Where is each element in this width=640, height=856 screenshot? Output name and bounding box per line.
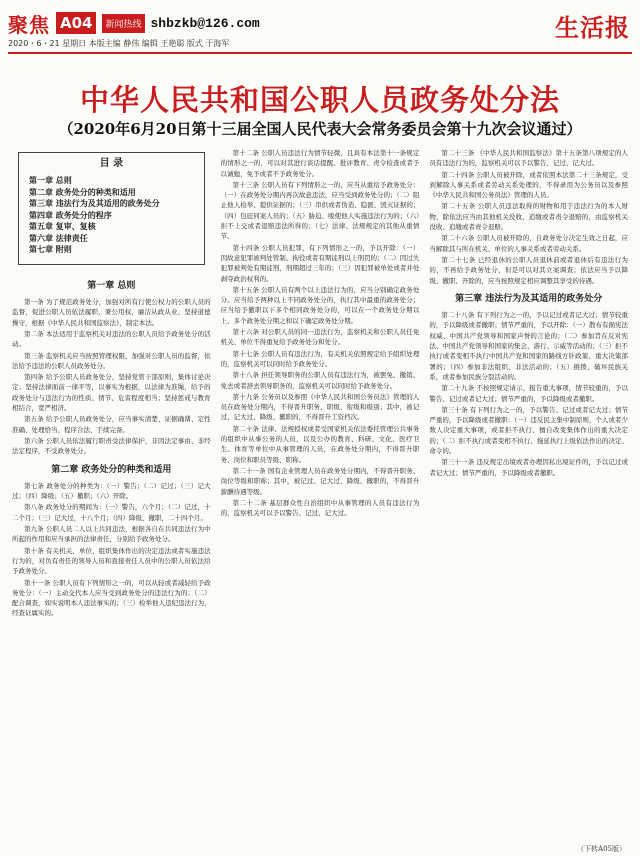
- toc-item[interactable]: 第一章 总则: [29, 175, 72, 186]
- article-paragraph: 第二十二条 基层群众性自治组织中从事管理的人员有违法行为的，监察机关可以予以警告、记过、记大过。: [220, 498, 420, 518]
- toc-item[interactable]: 第二章 政务处分的种类和适用: [29, 186, 136, 197]
- column-1: [12, 148, 211, 846]
- hotline-badge: 新闻热线: [102, 14, 144, 33]
- page-number: A04: [56, 12, 96, 34]
- article-columns: [12, 148, 628, 846]
- article-paragraph: 第十七条 公职人员有违法行为，有关机关依照规定给予组织处理的，监察机关可以同时给予政务处分。: [220, 349, 420, 368]
- article-paragraph: 第十一条 公职人员有下列情形之一的，可以从轻或者减轻给予政务处分：（一）主动交代本人应当受到政务处分的违法行为的；（二）配合调查，如实说明本人违法事实的；（三）检举他人违纪违法行为，经查证属实的。: [12, 578, 211, 618]
- article-paragraph: 第二条 本法适用于监察机关对违法的公职人员给予政务处分的活动。: [12, 329, 211, 349]
- chapter-heading: 第一章 总则: [87, 280, 136, 291]
- article-paragraph: 第十四条 公职人员犯罪，有下列情形之一的，予以开除：（一）因故意犯罪被判处管制、拘役或者有期徒刑以上刑罚的；（二）因过失犯罪被判处有期徒刑，刑期超过三年的；（三）因犯罪被单处或者并处剥夺政治权利的。: [220, 243, 420, 283]
- article-paragraph: 第三十一条 违反规定出境或者办理因私出境证件的，予以记过或者记大过；情节严重的，予以降级或者撤职。: [429, 458, 629, 477]
- issue-meta: 2020・6・21 星期日 本版主编 静伟 编辑 王艳聪 版式 于海军: [8, 39, 230, 48]
- masthead: [8, 8, 632, 54]
- article-paragraph: 第二十九条 不按照规定请示、报告重大事项，情节较重的，予以警告、记过或者记大过；情节严重的，予以降级或者撤职。: [429, 384, 629, 403]
- continued-note: （下转A05版）: [577, 845, 626, 853]
- article-paragraph: 第二十七条 已经退休的公职人员退休前或者退休后有违法行为的，不再给予政务处分，但是可以对其立案调查；依法应当予以降级、撤职、开除的，应当按照规定相应调整其享受的待遇。: [429, 255, 629, 285]
- article-paragraph: 第二十条 法律、法规授权或者受国家机关依法委托管理公共事务的组织中从事公务的人员，以及公办的教育、科研、文化、医疗卫生、体育等单位中从事管理的人员，在政务处分期内，不得晋升职务、岗位和职员等级、职称。: [220, 424, 420, 464]
- page-subheadline: （2020年6月20日第十三届全国人民代表大会常务委员会第十九次会议通过）: [58, 120, 582, 138]
- toc-item[interactable]: 第七章 附则: [29, 244, 72, 255]
- article-paragraph: 第二十八条 有下列行为之一的，予以记过或者记大过；情节较重的，予以降级或者撤职；情节严重的，予以开除：（一）散布有损宪法权威、中国共产党领导和国家声誉的言论的；（二）参加旨在反对宪法、中国共产党领导和国家的集会、游行、示威等活动的；（三）拒不执行或者变相不执行中国共产党和国家的路线方针政策、重大决策部署的；（四）参加非法组织、非法活动的；（五）挑拨、破坏民族关系，或者参加民族分裂活动的。: [429, 311, 629, 381]
- article-paragraph: 第九条 公职人员二人以上共同违法，根据各自在共同违法行为中所起的作用和应当承担的法律责任，分别给予政务处分。: [12, 525, 211, 544]
- toc-item[interactable]: 第五章 复审、复核: [29, 221, 96, 232]
- newspaper-logo: 生活报: [555, 13, 630, 42]
- article-paragraph: 第十五条 公职人员有两个以上违法行为的，应当分别确定政务处分。应当给予两种以上不同政务处分的，执行其中最重的政务处分；应当给予撤职以下多个相同政务处分的，可以在一个政务处分期以上、多个政务处分期之和以下确定政务处分期。: [220, 285, 420, 325]
- article-paragraph: 第二十五条 公职人员违法取得的财物和用于违法行为的本人财物，除依法应当由其他机关没收、追缴或者责令退赔的，由监察机关没收、追缴或者责令退赔。: [429, 202, 629, 232]
- article-paragraph: 第三十条 有下列行为之一的，予以警告、记过或者记大过；情节严重的，予以降级或者撤职：（一）违反民主集中制原则，个人或者少数人决定重大事项，或者拒不执行、擅自改变集体作出的重大决定的；（二）拒不执行或者变相不执行、拖延执行上级依法作出的决定、命令的。: [429, 405, 629, 456]
- article-paragraph: 第十条 有关机关、单位、组织集体作出的决定违法或者实施违法行为的，对负有责任的领导人员和直接责任人员中的公职人员依法给予政务处分。: [12, 546, 211, 576]
- article-paragraph: 第十八条 担任领导职务的公职人员有违法行为，被罢免、撤销、免去或者辞去领导职务的，监察机关可以同时给予政务处分。: [220, 371, 420, 390]
- article-paragraph: 第四条 给予公职人员政务处分，坚持党管干部原则，集体讨论决定；坚持法律面前一律平等，以事实为根据，以法律为准绳，给予的政务处分与违法行为的性质、情节、危害程度相当；坚持惩戒与教育相结合，宽严相济。: [12, 373, 211, 413]
- masthead-left: [8, 10, 260, 36]
- article-paragraph: 第六条 公职人员依法履行职责受法律保护，非因法定事由、非经法定程序，不受政务处分。: [12, 436, 211, 456]
- article-paragraph: 第三条 监察机关应当按照管理权限，加强对公职人员的监督，依法给予违法的公职人员政务处分。: [12, 351, 211, 370]
- chapter-heading: 第三章 违法行为及其适用的政务处分: [455, 293, 603, 304]
- toc-item[interactable]: 第四章 政务处分的程序: [29, 209, 112, 220]
- article-paragraph: 第八条 政务处分的期间为：（一）警告，六个月；（二）记过，十二个月；（三）记大过，十八个月；（四）降级、撤职，二十四个月。: [12, 503, 211, 522]
- article-paragraph: 第二十一条 国有企业管理人员在政务处分期内，不得晋升职务、岗位等级和职称；其中，被记过、记大过、降级、撤职的，不得晋升薪酬待遇等级。: [220, 466, 420, 496]
- article-paragraph: 第二十四条 公职人员被开除，或者依照本法第二十三条规定，受到解除人事关系或者劳动关系处理的，不得录用为公务员以及参照《中华人民共和国公务员法》管理的人员。: [429, 170, 629, 200]
- article-paragraph: 第十九条 公务员以及参照《中华人民共和国公务员法》管理的人员在政务处分期内，不得晋升职务、职级、衔级和级别；其中，被记过、记大过、降级、撤职的，不得晋升工资档次。: [220, 392, 420, 422]
- email-address[interactable]: shbzkb@126.com: [150, 15, 260, 31]
- section-title: 聚焦: [8, 12, 50, 37]
- article-paragraph: 第十三条 公职人员有下列情形之一的，应当从重给予政务处分：（一）在政务处分期内再次故意违法，应当受到政务处分的；（二）阻止他人检举、提供证据的；（三）串供或者伪造、隐匿、毁灭证据的；（四）包庇同案人员的；（五）胁迫、唆使他人实施违法行为的；（六）拒不上交或者退赔违法所得的；（七）法律、法规规定的其他从重情节。: [220, 180, 420, 241]
- article-paragraph: 第五条 给予公职人员政务处分，应当事实清楚、证据确凿、定性准确、处理恰当、程序合法、手续完备。: [12, 415, 211, 434]
- article-paragraph: 第十二条 公职人员违法行为情节轻微，且具有本法第十一条规定的情形之一的，可以对其进行谈话提醒、批评教育、责令检查或者予以诫勉，免予或者不予政务处分。: [220, 149, 420, 178]
- column-3: [429, 148, 628, 846]
- article-paragraph: 第一条 为了规范政务处分，加强对所有行使公权力的公职人员的监督，促进公职人员依法履职、秉公用权、廉洁从政从业、坚持道德操守，根据《中华人民共和国监察法》，制定本法。: [12, 298, 211, 327]
- table-of-contents: [18, 152, 205, 265]
- toc-item[interactable]: 第六章 法律责任: [29, 232, 88, 243]
- article-paragraph: 第七条 政务处分的种类为：（一）警告；（二）记过；（三）记大过；（四）降级；（五）撤职；（六）开除。: [12, 481, 211, 501]
- article-paragraph: 第二十六条 公职人员被开除的，自政务处分决定生效之日起，应当解除其与所在机关、单位的人事关系或者劳动关系。: [429, 234, 629, 253]
- article-paragraph: 第二十三条 《中华人民共和国监察法》第十五条第八项规定的人员有违法行为的，监察机关可以予以警告、记过、记大过。: [429, 149, 629, 168]
- page-headline: 中华人民共和国公职人员政务处分法: [79, 83, 560, 117]
- toc-title: 目 录: [99, 158, 124, 169]
- chapter-heading: 第二章 政务处分的种类和适用: [51, 464, 172, 475]
- column-2: [221, 148, 420, 846]
- article-paragraph: 第十六条 对公职人员的同一违法行为，监察机关和公职人员任免机关、单位不得重复给予政务处分和处分。: [220, 328, 420, 347]
- toc-item[interactable]: 第三章 违法行为及其适用的政务处分: [29, 198, 160, 209]
